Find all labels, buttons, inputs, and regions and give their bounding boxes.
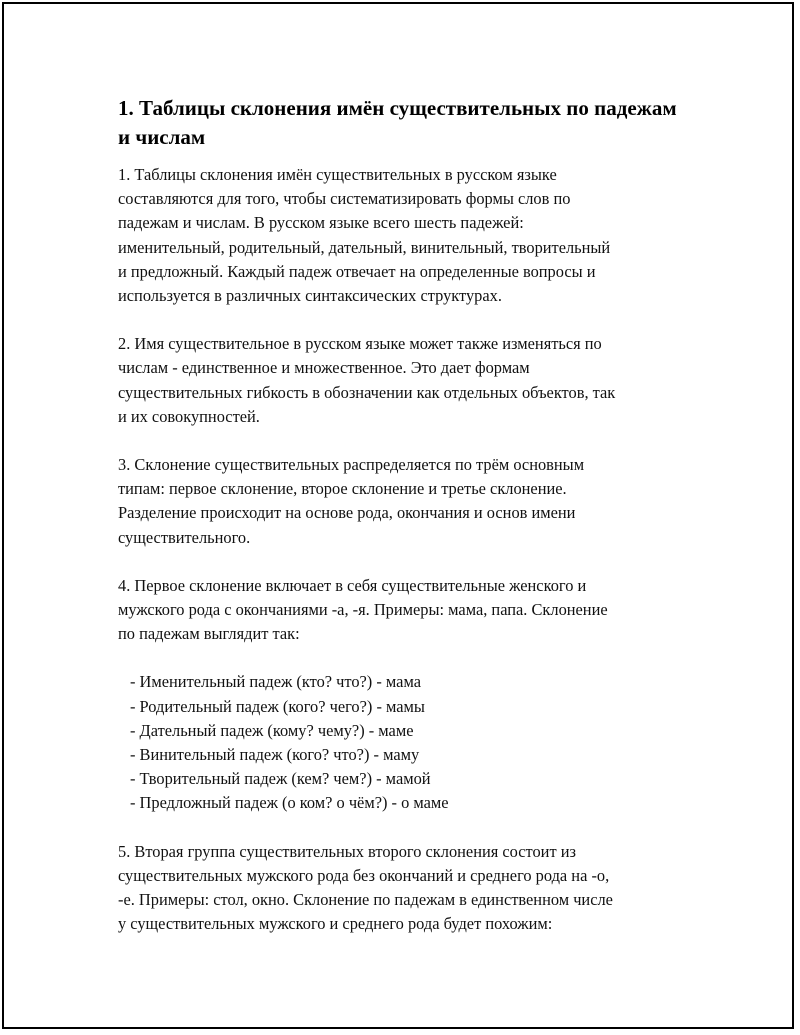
case-list — [118, 670, 688, 815]
list-item-accusative: - Винительный падеж (кого? что?) - маму — [130, 745, 420, 765]
list-item-nominative: - Именительный падеж (кто? что?) - мама — [130, 672, 421, 692]
paragraph-3: 3. Склонение существительных распределяется по трём основным типам: первое склонение, второе склонение и третье склонение. Разделение происходит на основе рода, окончания и основ имени существительного. — [118, 455, 585, 547]
document-title: 1. Таблицы склонения имён существительных по падежам и числам — [118, 96, 677, 149]
paragraph-5: 5. Вторая группа существительных второго склонения состоит из существительных мужского рода без окончаний и среднего рода на -о, -е. Примеры: стол, окно. Склонение по падежам в единственном числе у существительных мужского и среднего рода будет похожим: — [118, 841, 613, 934]
list-item-genitive: - Родительный падеж (кого? чего?) - мамы — [130, 696, 425, 716]
list-item-prepositional: - Предложный падеж (о ком? о чём?) - о маме — [130, 793, 449, 813]
list-item-dative: - Дательный падеж (кому? чему?) - маме — [130, 720, 414, 740]
document-body — [118, 94, 688, 960]
list-item-instrumental: - Творительный падеж (кем? чем?) - мамой — [130, 769, 431, 789]
paragraph-2: 2. Имя существительное в русском языке может также изменяться по числам - единственное и множественное. Это дает формам существительных гибкость в обозначении как отдельных объектов, так и их совокупностей. — [118, 334, 616, 426]
paragraph-4: 4. Первое склонение включает в себя существительные женского и мужского рода с окончаниями -а, -я. Примеры: мама, папа. Склонение по падежам выглядит так: — [118, 575, 608, 644]
paragraph-1: 1. Таблицы склонения имён существительных в русском языке составляются для того, чтобы систематизировать формы слов по падежам и числам. В русском языке всего шесть падежей: именительный, родительный, дательный, винительный, творительный и предложный. Каждый падеж отвечает на определенные вопросы и используется в различных синтаксических структурах. — [118, 165, 611, 306]
